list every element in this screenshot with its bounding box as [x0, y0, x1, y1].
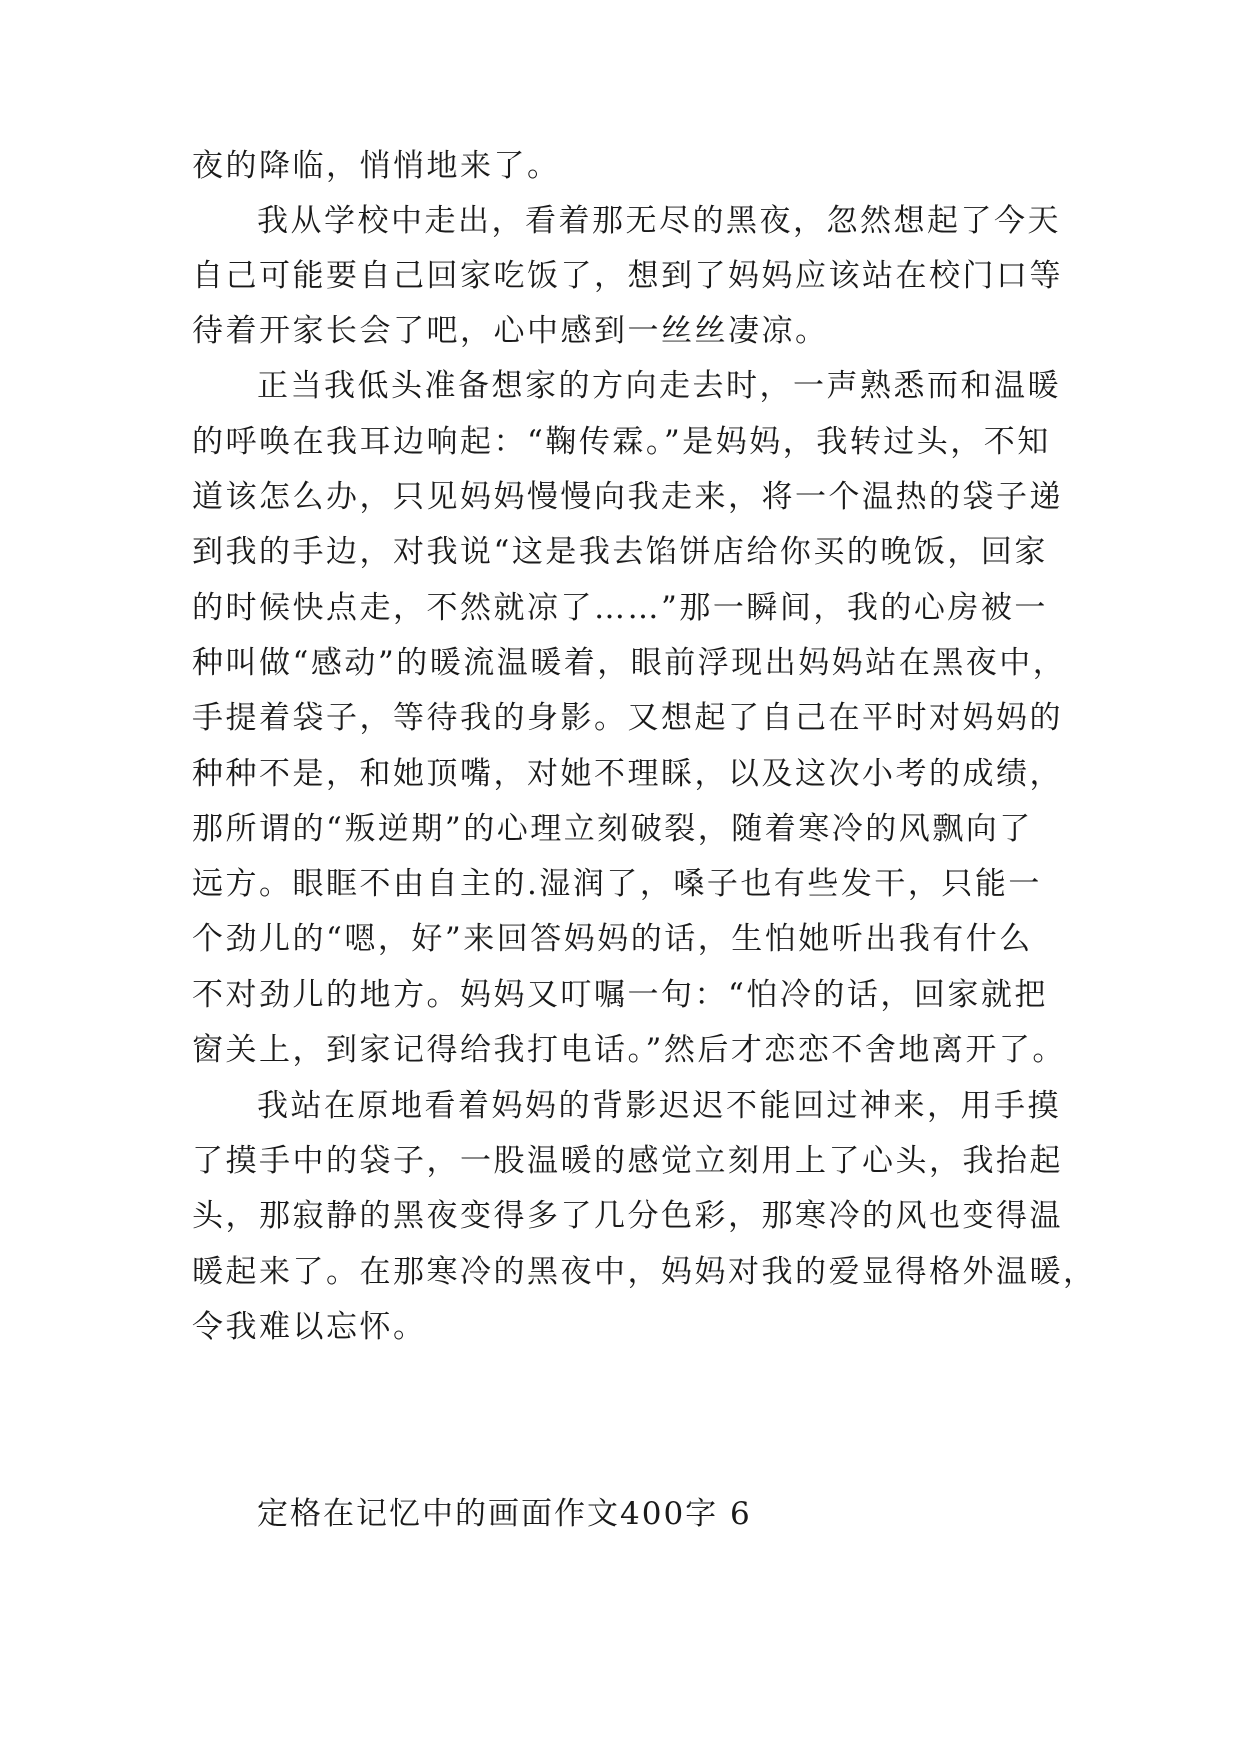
- paragraph-line: 种叫做“感动”的暖流温暖着，眼前浮现出妈妈站在黑夜中，: [192, 645, 1067, 681]
- paragraph-line: 到我的手边，对我说“这是我去馅饼店给你买的晚饭，回家: [192, 534, 1048, 570]
- paragraph-line: 窗关上，到家记得给我打电话。”然后才恋恋不舍地离开了。: [192, 1032, 1066, 1068]
- paragraph-line: 令我难以忘怀。: [192, 1309, 427, 1345]
- paragraph-line: 个劲儿的“嗯，好”来回答妈妈的话，生怕她听出我有什么: [192, 921, 1033, 957]
- paragraph-line: 我站在原地看着妈妈的背影迟迟不能回过神来，用手摸: [257, 1088, 1061, 1124]
- paragraph-line: 待着开家长会了吧，心中感到一丝丝凄凉。: [192, 313, 829, 349]
- paragraph-line: 自己可能要自己回家吃饭了，想到了妈妈应该站在校门口等: [192, 258, 1063, 294]
- paragraph-line: 的呼唤在我耳边响起：“鞠传霖。”是妈妈，我转过头，不知: [192, 424, 1051, 460]
- paragraph-line: 夜的降临，悄悄地来了。: [192, 148, 561, 184]
- paragraph-line: 了摸手中的袋子，一股温暖的感觉立刻用上了心头，我抬起: [192, 1143, 1063, 1179]
- paragraph-line: 远方。眼眶不由自主的.湿润了，嗓子也有些发干，只能一: [192, 866, 1042, 902]
- paragraph-line: 种种不是，和她顶嘴，对她不理睬，以及这次小考的成绩，: [192, 756, 1063, 792]
- section-title: 定格在记忆中的画面作文400字 6: [257, 1496, 752, 1532]
- paragraph-line: 手提着袋子，等待我的身影。又想起了自己在平时对妈妈的: [192, 700, 1063, 736]
- paragraph-line: 的时候快点走，不然就凉了……”那一瞬间，我的心房被一: [192, 590, 1048, 626]
- paragraph-line: 暖起来了。在那寒冷的黑夜中，妈妈对我的爱显得格外温暖，: [192, 1254, 1097, 1290]
- paragraph-line: 我从学校中走出，看着那无尽的黑夜，忽然想起了今天: [257, 203, 1061, 239]
- paragraph-line: 不对劲儿的地方。妈妈又叮嘱一句：“怕冷的话，回家就把: [192, 977, 1048, 1013]
- paragraph-line: 道该怎么办，只见妈妈慢慢向我走来，将一个温热的袋子递: [192, 479, 1063, 515]
- paragraph-line: 那所谓的“叛逆期”的心理立刻破裂，随着寒冷的风飘向了: [192, 811, 1033, 847]
- paragraph-line: 正当我低头准备想家的方向走去时，一声熟悉而和温暖: [257, 368, 1061, 404]
- paragraph-line: 头，那寂静的黑夜变得多了几分色彩，那寒冷的风也变得温: [192, 1198, 1063, 1234]
